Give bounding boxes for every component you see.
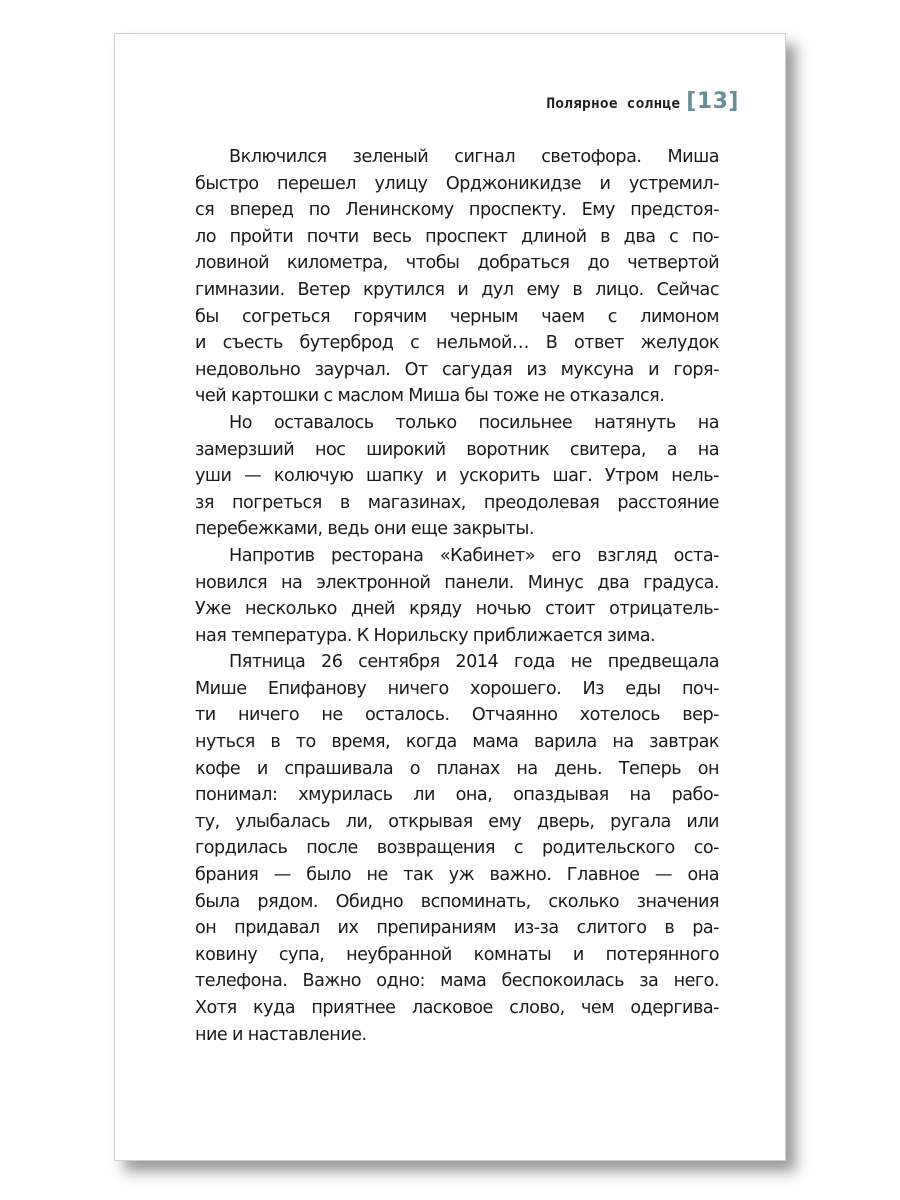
text-line: Уже несколько дней кряду ночью стоит отрицатель- (195, 599, 719, 620)
running-head (546, 89, 739, 119)
paragraph-2 (195, 410, 719, 543)
paragraph-4 (195, 649, 719, 1048)
text-line: Но оставалось только посильнее натянуть на (229, 412, 719, 433)
text-line: нуться в то время, когда мама варила на завтрак (195, 732, 719, 753)
text-line: была рядом. Обидно вспоминать, сколько значения (195, 891, 719, 912)
text-line: понимал: хмурилась ли она, опаздывая на рабо- (195, 785, 719, 806)
book-page (114, 33, 786, 1161)
text-line: Хотя куда приятнее ласковое слово, чем одергива- (195, 998, 719, 1018)
text-line: быстро перешел улицу Орджоникидзе и устремил- (195, 173, 719, 194)
text-line: ние и наставление. (195, 1024, 367, 1045)
text-line: перебежками, ведь они еще закрыты. (195, 519, 534, 540)
text-line: телефона. Важно одно: мама беспокоилась за него. (195, 971, 719, 992)
text-line: ковину супа, неубранной комнаты и потерянного (195, 944, 719, 965)
text-line: новился на электронной панели. Минус два градуса. (195, 572, 719, 593)
text-line: ло пройти почти весь проспект длиной в два с по- (195, 226, 719, 247)
text-line: Включился зеленый сигнал светофора. Миша (229, 147, 719, 167)
text-line: кофе и спрашивала о планах на день. Теперь он (195, 758, 719, 779)
text-line: брания — было не так уж важно. Главное — она (195, 865, 719, 886)
running-head-title: Полярное солнце (546, 96, 681, 112)
text-line: недовольно заурчал. От сагудая из муксуна и горя- (195, 359, 719, 380)
text-line: гимназии. Ветер крутился и дул ему в лицо. Сейчас (195, 279, 719, 300)
text-line: бы согреться горячим черным чаем с лимоном (195, 306, 719, 327)
page-number: [13] (686, 89, 739, 114)
text-line: и съесть бутерброд с нельмой… В ответ желудок (195, 333, 719, 354)
text-line: замерзший нос широкий воротник свитера, а на (195, 439, 719, 460)
text-line: Мише Епифанову ничего хорошего. Из еды поч- (195, 678, 719, 699)
text-line: Пятница 26 сентября 2014 года не предвещала (229, 652, 719, 673)
text-line: уши — колючую шапку и ускорить шаг. Утром нель- (195, 466, 719, 487)
paragraph-1 (195, 144, 719, 410)
text-line: ловиной километра, чтобы добраться до четвертой (195, 253, 719, 274)
text-line: ти ничего не осталось. Отчаянно хотелось вер- (195, 705, 719, 726)
text-line: ная температура. К Норильску приближается зима. (195, 625, 656, 646)
text-line: Напротив ресторана «Кабинет» его взгляд оста- (229, 545, 719, 566)
text-line: ту, улыбалась ли, открывая ему дверь, ругала или (195, 811, 719, 832)
text-line: чей картошки с маслом Миша бы тоже не отказался. (195, 386, 665, 407)
text-line: он придавал их препираниям из-за слитого в ра- (195, 918, 719, 939)
text-line: зя погреться в магазинах, преодолевая расстояние (195, 492, 719, 513)
body-text (195, 144, 719, 1048)
text-line: ся вперед по Ленинскому проспекту. Ему предстоя- (195, 200, 719, 221)
text-line: гордилась после возвращения с родительского со- (195, 838, 719, 859)
paragraph-3 (195, 543, 719, 649)
